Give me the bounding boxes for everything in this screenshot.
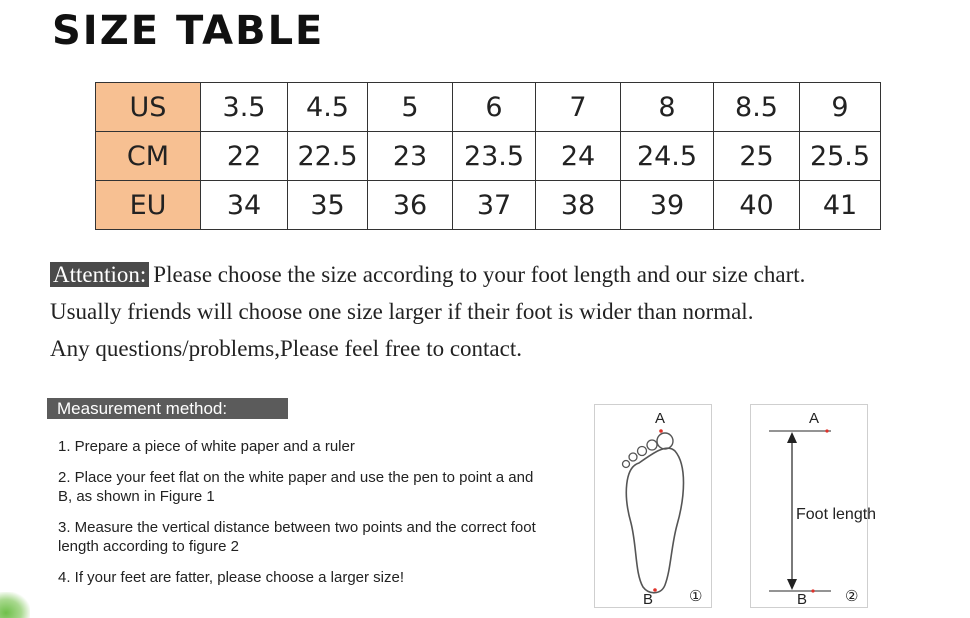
figure-2-point-a: A [809,410,820,427]
table-cell: 25 [714,132,800,181]
table-cell: 24.5 [621,132,714,181]
size-table [95,82,881,230]
step-1: 1. Prepare a piece of white paper and a ruler [58,438,355,455]
table-cell: 23.5 [453,132,536,181]
table-cell: 36 [368,181,453,230]
table-cell: 5 [368,83,453,132]
figure-1-point-b: B [643,591,654,608]
table-cell: 24 [536,132,621,181]
row-header-cm: CM [96,132,201,181]
step-4: 4. If your feet are fatter, please choose a larger size! [58,569,405,586]
attention-line-1 [50,256,805,293]
table-cell: 8.5 [714,83,800,132]
page-title: SIZE TABLE [52,8,325,54]
attention-line-2: Usually friends will choose one size larger if their foot is wider than normal. [50,299,754,324]
table-cell: 8 [621,83,714,132]
table-cell: 6 [453,83,536,132]
leaf-decoration [0,592,30,618]
table-cell: 22 [201,132,288,181]
foot-length-label: Foot length [796,506,877,523]
measurement-steps [58,437,538,599]
table-cell: 3.5 [201,83,288,132]
step-2: 2. Place your feet flat on the white paper and use the pen to point a and B, as shown in Figure 1 [58,469,534,505]
attention-line-3: Any questions/problems,Please feel free to contact. [50,336,522,361]
table-cell: 41 [800,181,881,230]
table-cell: 23 [368,132,453,181]
figure-1-point-a: A [655,410,666,427]
table-row-eu [96,181,881,230]
table-cell: 40 [714,181,800,230]
table-cell: 25.5 [800,132,881,181]
figure-2-point-b: B [797,591,808,608]
table-cell: 35 [288,181,368,230]
measurement-title: Measurement method: [47,398,288,419]
foot-outline-icon [595,405,711,607]
table-cell: 39 [621,181,714,230]
figure-2-number: ② [845,588,859,605]
table-cell: 7 [536,83,621,132]
figure-1-foot [594,404,712,608]
step-3: 3. Measure the vertical distance between two points and the correct foot length according to figure 2 [58,519,536,555]
row-header-eu: EU [96,181,201,230]
table-cell: 4.5 [288,83,368,132]
table-cell: 37 [453,181,536,230]
table-cell: 34 [201,181,288,230]
table-cell: 38 [536,181,621,230]
attention-notes [50,256,805,367]
row-header-us: US [96,83,201,132]
table-row-cm [96,132,881,181]
table-cell: 9 [800,83,881,132]
attention-label: Attention: [50,262,149,287]
attention-text-1: Please choose the size according to your foot length and our size chart. [153,262,806,287]
table-cell: 22.5 [288,132,368,181]
table-row-us [96,83,881,132]
figure-1-number: ① [689,588,703,605]
